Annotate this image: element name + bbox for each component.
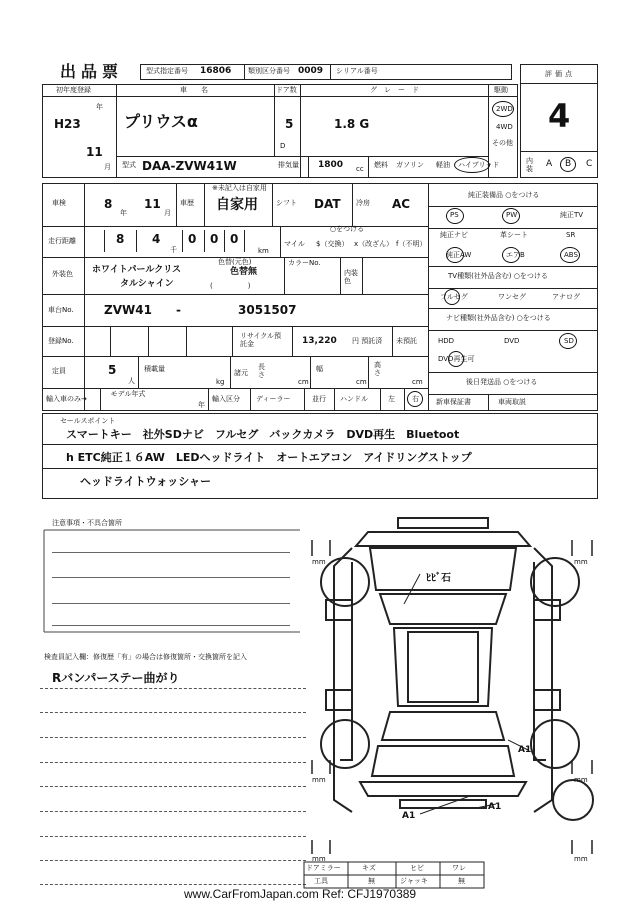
chassis-label: 車台No. <box>48 306 74 314</box>
nav-dvd: DVD <box>504 337 520 345</box>
model-year-unit: 年 <box>198 401 205 409</box>
sales-label: セールスポイント <box>60 417 116 425</box>
legend-mirror: ドアミラー <box>306 864 341 872</box>
interior-c: C <box>586 159 593 169</box>
footer-watermark: www.CarFromJapan.com Ref: CFJ1970389 <box>184 887 417 901</box>
door-unit: D <box>280 142 286 150</box>
length-label: 長さ <box>258 363 265 379</box>
drive-label: 駆動 <box>494 86 508 94</box>
equip-tv: 純正TV <box>560 211 584 219</box>
mile-unknown: f（不明） <box>396 240 427 248</box>
model-code-label: 型式指定番号 <box>146 67 188 75</box>
mileage-digit-4: 0 <box>210 232 219 246</box>
grade: 1.8 G <box>334 117 370 131</box>
mileage-digit-2: 4 <box>152 232 161 246</box>
mile-rewind: x（改ざん） <box>354 240 394 248</box>
mm-label-2: mm <box>574 558 588 566</box>
equip-pw: PW <box>506 211 518 219</box>
history-note: ※未記入は自家用 <box>212 184 267 192</box>
mileage-digit-5: 0 <box>230 232 239 246</box>
parallel: 並行 <box>312 395 326 403</box>
recycle-label: リサイクル預託金 <box>240 332 282 348</box>
displacement: 1800 <box>318 160 344 170</box>
interior-b: B <box>565 159 572 169</box>
capacity-unit: 人 <box>128 377 135 385</box>
interior-a: A <box>546 159 553 169</box>
repaint-label: 色替(元色) <box>218 258 252 266</box>
equip-airbag: エアB <box>506 251 525 259</box>
mileage-digit-1: 8 <box>116 232 125 246</box>
recycle-amount: 13,220 <box>302 336 337 346</box>
inspection-label: 車検 <box>52 199 66 207</box>
insp-year: 8 <box>104 197 113 211</box>
mm-label-6: mm <box>574 855 588 863</box>
after-warranty: 新車保証書 <box>436 398 471 406</box>
mm-label-1: mm <box>312 558 326 566</box>
model-year-label: モデル年式 <box>110 390 146 398</box>
history: 自家用 <box>216 197 258 213</box>
sales-line-1: スマートキー 社外SDナビ フルセグ バックカメラ DVD再生 Bluetoot <box>66 428 460 441</box>
fuel-diesel: 軽油 <box>436 161 450 169</box>
reg-label: 登録No. <box>48 337 74 345</box>
height-label: 高さ <box>374 361 381 377</box>
type-code: DAA-ZVW41W <box>142 159 237 173</box>
damage-a1-bottom: A1 <box>402 811 416 821</box>
damage-a1-right: A1 <box>518 745 532 755</box>
interior-label: 内装 <box>526 157 533 173</box>
width-label: 幅 <box>316 365 323 373</box>
inspector-label: 検査員記入欄：修復歴「有」の場合は修復箇所・交換箇所を記入 <box>44 653 247 661</box>
tv-fullseg: フルセグ <box>440 293 468 301</box>
recycle-yen: 円 預託済 <box>352 337 383 345</box>
score-value: 4 <box>548 97 571 135</box>
chassis-dash: - <box>176 303 181 317</box>
drive-4wd: 4WD <box>496 123 513 131</box>
mileage-label: 走行距離 <box>48 237 76 245</box>
color-line2: タルシャイン <box>120 279 174 289</box>
tv-oneseg: ワンセグ <box>498 293 526 301</box>
sales-line-2: h ETC純正１６AW LEDヘッドライト オートエアコン アイドリングストップ <box>66 451 472 464</box>
after-manual: 車両取説 <box>498 398 526 406</box>
first-reg-label: 初年度登録 <box>56 86 91 94</box>
car-name: プリウスα <box>124 112 198 131</box>
legend-jack-val: 無 <box>458 877 465 885</box>
legend-scratch: キズ <box>362 864 376 872</box>
mile-label: マイル <box>284 240 305 248</box>
class-code: 0009 <box>298 66 324 76</box>
equip-title: 純正装備品 ○をつける <box>468 191 540 199</box>
recycle-unpaid: 未預託 <box>396 337 417 345</box>
form-title: 出品票 <box>60 62 124 81</box>
mm-label-5: mm <box>312 855 326 863</box>
doors: 5 <box>285 117 294 131</box>
fuel-label: 燃料 <box>374 161 388 169</box>
history-label: 車歴 <box>180 199 194 207</box>
fuel-gasoline: ガソリン <box>396 161 424 169</box>
drive-other: その他 <box>492 139 513 147</box>
chassis-number: 3051507 <box>238 303 297 317</box>
model-code: 16806 <box>200 66 232 76</box>
insp-year-unit: 年 <box>120 209 127 217</box>
height-cm: cm <box>412 378 423 386</box>
nav-title: ナビ種類(社外品含む) ○をつける <box>446 314 551 322</box>
class-code-label: 類別区分番号 <box>248 67 290 75</box>
capacity-label: 定員 <box>52 367 66 375</box>
equip-sr: SR <box>566 231 576 239</box>
mm-label-4: mm <box>574 776 588 784</box>
equip-leather: 革シート <box>500 231 528 239</box>
ac: AC <box>392 197 411 211</box>
color-line1: ホワイトパールクリス <box>92 265 182 275</box>
legend-tool: 工具 <box>314 877 328 885</box>
size-label: 諸元 <box>234 369 248 377</box>
mileage-digit-3: 0 <box>188 232 197 246</box>
mile-swap: $（交換） <box>316 240 349 248</box>
circle-note: ○をつける <box>330 225 365 233</box>
tv-analog: アナログ <box>552 293 580 301</box>
sales-line-3: ヘッドライトウォッシャー <box>80 475 212 488</box>
drive-2wd: 2WD <box>496 105 513 113</box>
equip-aw: 純正AW <box>446 251 472 259</box>
load-label: 積載量 <box>144 365 165 373</box>
repaint: 色替無 <box>230 267 258 277</box>
width-cm: cm <box>356 378 367 386</box>
nav-sd: SD <box>564 337 574 345</box>
capacity: 5 <box>108 363 117 377</box>
chassis-model: ZVW41 <box>104 303 152 317</box>
color-label: 外装色 <box>52 270 73 278</box>
cc-unit: cc <box>356 165 364 173</box>
handle-left: 左 <box>388 395 395 403</box>
grade-label: グ レ ー ド <box>370 86 419 94</box>
dealer: ディーラー <box>256 395 291 403</box>
legend-crack: ヒビ <box>410 864 424 872</box>
import-label: 輸入車のみ→ <box>46 395 87 403</box>
km-unit: km <box>258 247 269 255</box>
after-title: 後日発送品 ○をつける <box>466 378 538 386</box>
import-type-label: 輸入区分 <box>212 395 240 403</box>
score-label: 評価点 <box>545 70 575 78</box>
legend-break: ワレ <box>452 864 466 872</box>
reg-era: H23 <box>54 117 81 131</box>
legend-jack: ジャッキ <box>400 877 428 885</box>
fuel-hybrid: ハイブリッド <box>458 161 500 169</box>
handle-right: 右 <box>412 395 419 403</box>
mm-label-3: mm <box>312 776 326 784</box>
reg-month: 11 <box>86 145 103 159</box>
legend-tool-val: 無 <box>368 877 375 885</box>
insp-month: 11 <box>144 197 161 211</box>
equip-abs: ABS <box>564 251 578 259</box>
dvd-play: DVD再生可 <box>438 355 475 363</box>
handle-label: ハンドル <box>340 395 368 403</box>
length-cm: cm <box>298 378 309 386</box>
doors-label: ドア数 <box>276 86 297 94</box>
equip-ps: PS <box>450 211 459 219</box>
shift-label: シフト <box>276 199 297 207</box>
nav-hdd: HDD <box>438 337 455 345</box>
ac-label: 冷房 <box>356 199 370 207</box>
displacement-label: 排気量 <box>278 161 299 169</box>
serial-label: シリアル番号 <box>336 67 378 75</box>
shift: DAT <box>314 197 341 211</box>
month-unit: 月 <box>104 163 111 171</box>
insp-month-unit: 月 <box>164 209 171 217</box>
thousand-unit: 千 <box>170 246 177 254</box>
repaint-paren: ( ) <box>210 282 251 290</box>
damage-a1-rear: A1 <box>488 802 502 812</box>
tv-title: TV種類(社外品含む) ○をつける <box>448 272 548 280</box>
inspector-note: Rバンパーステー曲がり <box>52 671 180 685</box>
equip-navi: 純正ナビ <box>440 231 468 239</box>
color-no-label: カラーNo. <box>288 259 321 267</box>
type-label: 型式 <box>122 161 136 169</box>
kg-unit: kg <box>216 378 225 386</box>
year-unit: 年 <box>96 103 103 111</box>
int-color-label: 内装色 <box>344 269 358 285</box>
notes-label: 注意事項・不具合箇所 <box>52 519 122 527</box>
windshield-note: ﾋﾋﾞ石 <box>426 573 451 584</box>
car-name-label: 車 名 <box>180 86 208 94</box>
